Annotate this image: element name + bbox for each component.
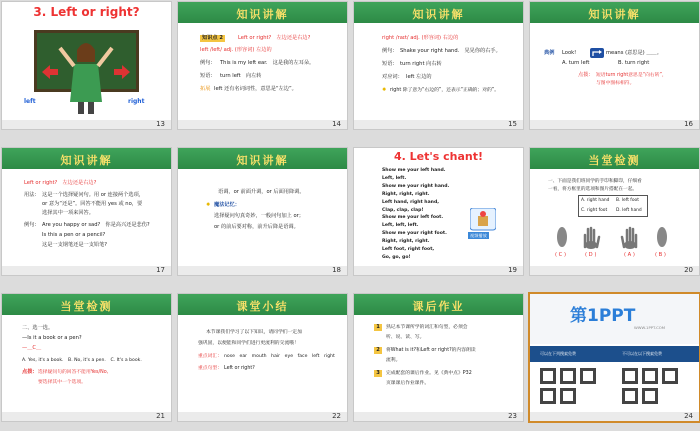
slide-number: 19 (508, 266, 517, 274)
chant-line: Left foot, right foot, (382, 247, 435, 253)
slide-title: 当堂检测 (588, 154, 641, 167)
left-heading: 可以在下列搜索免费 (540, 351, 576, 356)
summary-line-2: 强巩固，以便能和同学们进行更流利的交流哦！ (198, 341, 299, 346)
slide-title: 课堂小结 (236, 300, 289, 313)
chant-line: Show me your right foot. (382, 231, 447, 237)
slide-title: 4. Let's chant! (393, 150, 483, 163)
slide-title: 当堂检测 (60, 300, 113, 313)
tip-line-2: 要选择其中一个选项。 (38, 380, 86, 385)
instruction-line-1: 一、下面是我们班同学的手印和脚印，仔细看 (548, 179, 642, 184)
slide-thumbnail-18[interactable] (178, 148, 347, 275)
slide-number: 24 (684, 412, 693, 420)
tip-text-2: 与图中图标相符。 (596, 81, 635, 86)
slide-number: 14 (332, 120, 341, 128)
slide-number: 16 (684, 120, 693, 128)
answer-2: ( D ) (585, 252, 597, 258)
chant-line: Left, left. (382, 175, 407, 181)
answer-3: ( A ) (624, 252, 635, 258)
slide-number: 23 (508, 412, 517, 420)
word-heading: left /left/ adj. (形容词) 左边的 (200, 47, 272, 53)
slide-number: 15 (508, 120, 517, 128)
usage-line-1: 这是一个选择疑问句。用 or 连接两个选项， (42, 192, 144, 198)
key-words: nose ear mouth hair eye face left right (224, 354, 335, 359)
slide-title: 知识讲解 (236, 154, 289, 167)
right-label: right (128, 98, 145, 105)
extension-text: right 除了意为“右边的”，还表示“正确的；对的”。 (390, 88, 500, 93)
chant-line: Left hand, right hand, (382, 199, 439, 205)
slide-thumbnail-13[interactable] (2, 2, 171, 129)
instruction-line-2: 一看，将方框里的选项和图片搭配在一起。 (548, 187, 638, 192)
option-a: A. right hand (581, 198, 610, 203)
slide-thumbnail-21[interactable] (2, 294, 171, 421)
slide-number: 22 (332, 412, 341, 420)
slide-title: 课后作业 (412, 300, 465, 313)
answer-text: —＿C＿ (22, 345, 42, 351)
key-words-label: 重点词汇： (198, 354, 222, 359)
opposite-text: left 左边的 (406, 74, 432, 80)
slide-thumbnail-19[interactable] (354, 148, 523, 275)
slide-sorter-grid (2, 2, 698, 429)
example-line-2: Is this a pen or a pencil? (42, 232, 106, 238)
example-label: 例句： (24, 222, 40, 228)
summary-line-1: 本节课我们学习了以下知识，请同学们一定加 (206, 330, 302, 335)
site-logo: 第1PPT (570, 306, 636, 326)
tip-label: 点拨： (578, 72, 594, 78)
slide-title: 知识讲解 (236, 8, 289, 21)
example-label: 例句： (200, 60, 216, 66)
slide-title: 知识讲解 (412, 8, 465, 21)
chant-line: Right, right, right. (382, 191, 430, 197)
memo-line-2: or 的前后要对称，前升后降是语调。 (214, 224, 299, 230)
task-number-1: 1 (374, 324, 382, 331)
example-badge: 典例 (544, 50, 555, 56)
word-heading: right /raɪt/ adj. (形容词) 右边的 (382, 35, 459, 41)
site-url: WWW.1PPT.COM (634, 325, 666, 330)
opposite-label: 对应词： (382, 74, 403, 80)
slide-thumbnail-17[interactable] (2, 148, 171, 275)
key-sentences-label: 重点句型： (198, 366, 222, 371)
usage-label: 用法： (24, 192, 40, 198)
chant-line: Left, left, left. (382, 223, 419, 229)
answer-4: ( B ) (655, 252, 666, 258)
task-2: 将What is it?和Left or right?的内容朗读 (386, 348, 476, 353)
phrase-label: 短语： (200, 73, 216, 79)
question-means: means (意思是) ＿＿。 (606, 50, 662, 56)
question-text: Left or right? 左边还是右边? (24, 180, 97, 186)
chant-line: Right, right, right. (382, 239, 430, 245)
extension-text: left 还有名词词性，意思是“左边”。 (214, 86, 297, 92)
slide-thumbnail-22[interactable] (178, 294, 347, 421)
example-label: 例句： (382, 48, 398, 54)
question-look: Look! (562, 50, 577, 56)
options-text: A. Yes, it's a book. B. No, it's a pen. C. It's a book. (22, 358, 142, 363)
chant-line: Go, go, go! (382, 254, 411, 260)
chant-line: Show me your right hand. (382, 183, 450, 189)
slide-thumbnail-23[interactable] (354, 294, 523, 421)
option-c: C. right foot (581, 208, 608, 213)
usage-line-2: or 意为“还是”。回答不能用 yes 或 no，要 (42, 201, 143, 207)
slide-number: 21 (156, 412, 165, 420)
task-1: 熟记本节课所学的词汇和句型，必须会 (386, 325, 468, 330)
task-3-cont: 页课课后作业课件。 (386, 381, 430, 386)
usage-line-3: 选择其中一项来回答。 (42, 210, 94, 216)
slide-number: 17 (156, 266, 165, 274)
tip-label: 点拨： (22, 369, 38, 375)
phrase-text: turn left 向左转 (220, 73, 262, 79)
video-label[interactable]: 视频播放 (470, 233, 487, 238)
turn-right-sign-icon (590, 48, 604, 58)
slide-number: 13 (156, 120, 165, 128)
bulb-icon: ✹ (382, 87, 387, 93)
knowledge-badge: 知识点 2 (202, 35, 223, 41)
option-d: D. left hand (616, 208, 642, 213)
slide-number: 18 (332, 266, 341, 274)
example-text: Shake your right hand. 晃晃你的右手。 (400, 48, 501, 54)
slide-title: 知识讲解 (588, 8, 641, 21)
option-a: A. turn left (562, 60, 590, 66)
intonation-text: 语调，or 前面升调，or 后面用降调。 (218, 189, 305, 195)
slide-title: 知识讲解 (60, 154, 113, 167)
slide-thumbnail-24[interactable] (530, 294, 699, 421)
task-3: 完成配套的课后作业。见《典中点》P32 (386, 371, 472, 376)
example-line-1: Are you happy or sad? 你是高兴还是悲伤? (42, 222, 150, 228)
chant-line: Show me your left foot. (382, 215, 444, 221)
task-2-cont: 流利。 (386, 358, 401, 363)
task-number-3: 3 (374, 370, 382, 377)
slide-thumbnail-14[interactable] (178, 2, 347, 129)
bulb-icon: ✹ (206, 202, 211, 208)
left-label: left (24, 98, 36, 105)
slide-title: 3. Left or right? (33, 5, 140, 19)
example-text: This is my left ear. 这是我的左耳朵。 (220, 60, 315, 66)
phrase-text: turn right 向右转 (400, 61, 442, 67)
question-text: Left or right? 左边还是右边? (238, 35, 311, 41)
memo-line-1: 选择疑问句真奇妙，一般问句加上 or； (214, 213, 304, 219)
extension-label: 拓展 (200, 86, 211, 92)
tip-text: 短语turn right意思是“向右转”， (596, 73, 667, 78)
slide-number: 20 (684, 266, 693, 274)
chant-line: Show me your left hand. (382, 168, 446, 173)
tip-line-1: 选择疑问句的回答不能用Yes/No, (38, 370, 109, 375)
option-b: B. left foot (616, 198, 639, 203)
task-number-2: 2 (374, 347, 382, 354)
memo-label: 魔法记忆： (214, 202, 240, 208)
slide-thumbnail-20[interactable] (530, 148, 699, 275)
chant-line: Clap, clap, clap! (382, 207, 424, 213)
slide-thumbnail-15[interactable] (354, 2, 523, 129)
example-line-3: 这是一支钢笔还是一支铅笔? (42, 242, 108, 248)
task-1-cont: 听、说、读、写。 (386, 335, 425, 340)
qr-codes-area (530, 364, 699, 410)
question-text: —Is it a book or a pen? (22, 335, 82, 341)
section-heading: 二、选一选。 (22, 325, 54, 331)
phrase-label: 短语： (382, 61, 398, 67)
slide-thumbnail-16[interactable] (530, 2, 699, 129)
answer-1: ( C ) (555, 252, 566, 258)
option-b: B. turn right (618, 60, 650, 66)
right-heading: 不可以在以下搜索免费 (622, 351, 662, 356)
hand-foot-prints (530, 221, 699, 251)
key-sentences: Left or right? (224, 366, 255, 371)
